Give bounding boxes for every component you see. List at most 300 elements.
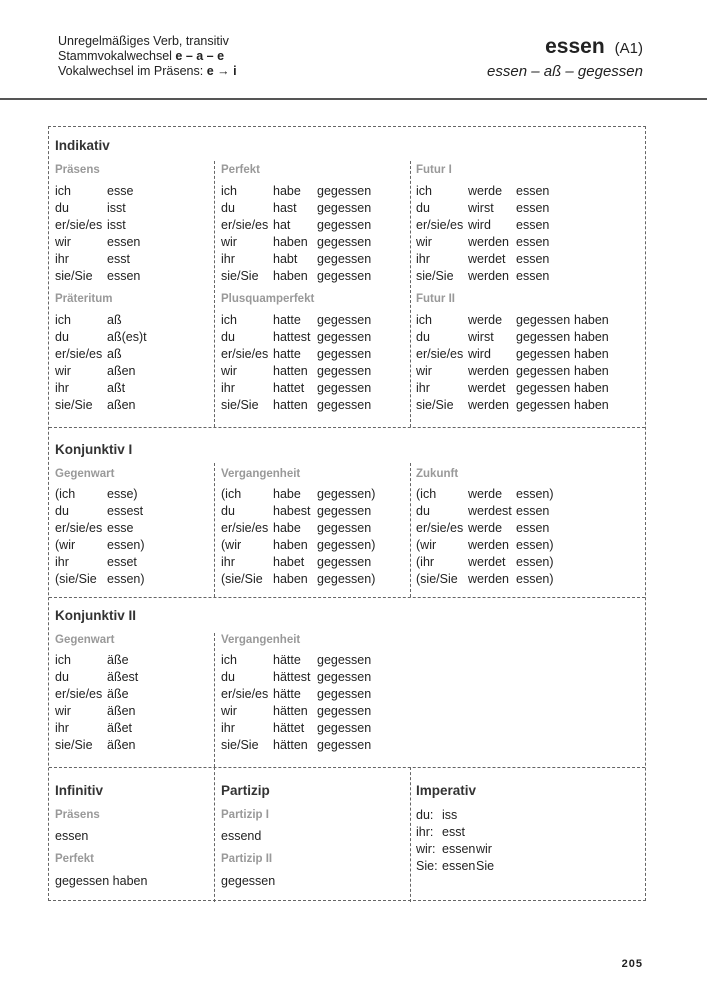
pronoun: ihr xyxy=(221,381,235,395)
conjugation-row xyxy=(416,554,554,571)
tense-label-gegenwart: Gegenwart xyxy=(55,634,115,646)
verb-form: werdet xyxy=(468,381,506,395)
verb-form: aß(es)t xyxy=(107,330,147,344)
verb-form: essest xyxy=(107,504,144,518)
verb-form: hätte xyxy=(273,687,301,701)
tense-label-gegenwart: Gegenwart xyxy=(55,468,115,480)
pronoun: wir xyxy=(416,235,432,249)
pronoun: sie/Sie xyxy=(416,269,454,283)
verb-form: gegessen xyxy=(317,201,372,215)
conjugation-table xyxy=(48,126,646,901)
verb-form: gegessen) xyxy=(317,572,376,586)
infinitiv-perfekt: gegessen haben xyxy=(55,874,148,888)
conjugation-row xyxy=(221,571,375,588)
verb-form: gegessen xyxy=(317,252,372,266)
verb-form: aß xyxy=(107,313,122,327)
verb-heading xyxy=(487,36,643,80)
verb-form: werden xyxy=(468,269,509,283)
pronoun: du xyxy=(221,504,235,518)
verb-form: werdet xyxy=(468,252,506,266)
tense-label-futur2: Futur II xyxy=(416,293,455,305)
conjugation-block xyxy=(221,312,371,414)
verb-form: esse xyxy=(107,184,134,198)
pronoun: ihr xyxy=(55,381,69,395)
imperativ-person: Sie: xyxy=(416,859,438,873)
conjugation-row xyxy=(221,312,371,329)
verb-form: gegessen xyxy=(317,184,372,198)
verb-form: gegessen xyxy=(516,347,571,361)
pronoun: du xyxy=(221,330,235,344)
verb-form: äße xyxy=(107,687,129,701)
pronoun: ihr xyxy=(221,721,235,735)
conjugation-row xyxy=(221,537,375,554)
tense-label-plusquamperfekt: Plusquamperfekt xyxy=(221,293,315,305)
verb-form: gegessen xyxy=(317,235,372,249)
verb-form: essen xyxy=(516,252,550,266)
conjugation-row xyxy=(416,571,554,588)
verb-form: essen xyxy=(107,235,141,249)
conjugation-row xyxy=(221,183,371,200)
pronoun: du xyxy=(55,670,69,684)
verb-form: gegessen xyxy=(317,269,372,283)
stem-vowel-value: e – a – e xyxy=(175,49,225,63)
conjugation-block xyxy=(55,183,140,285)
verb-form: werden xyxy=(468,572,509,586)
verb-form: werden xyxy=(468,538,509,552)
verb-form: wird xyxy=(468,347,491,361)
verb-form: haben xyxy=(574,347,609,361)
imperativ-row xyxy=(416,824,494,841)
pronoun: er/sie/es xyxy=(55,347,103,361)
conjugation-row xyxy=(416,346,609,363)
pronoun: du xyxy=(55,201,69,215)
verb-form: hättest xyxy=(273,670,311,684)
conjugation-row xyxy=(221,520,375,537)
verb-form: hast xyxy=(273,201,297,215)
imperativ-block xyxy=(416,807,494,875)
conjugation-row xyxy=(55,737,138,754)
verb-form: essen) xyxy=(516,572,554,586)
verb-form: haben xyxy=(574,381,609,395)
pronoun: er/sie/es xyxy=(221,521,269,535)
verb-form: wirst xyxy=(468,330,494,344)
conjugation-row xyxy=(221,686,371,703)
pronoun: wir xyxy=(55,364,71,378)
pronoun: du xyxy=(55,504,69,518)
conjugation-row xyxy=(416,537,554,554)
conjugation-row xyxy=(221,200,371,217)
pronoun: wir xyxy=(221,704,237,718)
verb-form: essen xyxy=(107,269,141,283)
conjugation-row xyxy=(221,251,371,268)
verb-form: gegessen xyxy=(516,398,571,412)
pronoun: (sie/Sie xyxy=(55,572,97,586)
imperativ-person: wir: xyxy=(416,842,436,856)
pronoun: er/sie/es xyxy=(416,218,464,232)
present-vowel-label: Vokalwechsel im Präsens: xyxy=(58,64,207,78)
pronoun: wir xyxy=(416,364,432,378)
conjugation-row xyxy=(221,737,371,754)
verb-form: essen) xyxy=(516,538,554,552)
pronoun: sie/Sie xyxy=(55,269,93,283)
partizip1-label: Partizip I xyxy=(221,809,269,821)
partizip1: essend xyxy=(221,829,262,843)
verb-form: gegessen xyxy=(317,721,372,735)
conjugation-row xyxy=(55,652,138,669)
conjugation-row xyxy=(221,217,371,234)
verb-form: äße xyxy=(107,653,129,667)
pronoun: er/sie/es xyxy=(416,347,464,361)
pronoun: ich xyxy=(55,313,71,327)
page-number: 205 xyxy=(621,958,643,970)
conjugation-row xyxy=(221,554,375,571)
col-divider xyxy=(214,633,215,767)
conjugation-row xyxy=(416,200,549,217)
conjugation-row xyxy=(416,234,549,251)
verb-form: werde xyxy=(468,184,503,198)
verb-form: isst xyxy=(107,201,126,215)
verb-form: esse xyxy=(107,521,134,535)
verb-form: werde xyxy=(468,487,503,501)
verb-type: Unregelmäßiges Verb, transitiv xyxy=(58,34,229,48)
pronoun: du xyxy=(416,201,430,215)
conjugation-row xyxy=(55,363,147,380)
conjugation-row xyxy=(416,251,549,268)
conjugation-row xyxy=(55,669,138,686)
conjugation-row xyxy=(221,503,375,520)
verb-form: gegessen xyxy=(317,381,372,395)
verb-form: gegessen xyxy=(317,330,372,344)
verb-form: hatte xyxy=(273,347,301,361)
conjugation-row xyxy=(55,571,145,588)
conjugation-row xyxy=(55,703,138,720)
pronoun: sie/Sie xyxy=(221,269,259,283)
present-vowel-value: e → i xyxy=(206,64,237,78)
col-divider xyxy=(410,463,411,597)
pronoun: du xyxy=(221,670,235,684)
verb-form: gegessen) xyxy=(317,487,376,501)
verb-form: essen xyxy=(516,201,550,215)
verb-form: gegessen xyxy=(317,218,372,232)
verb-form: werdet xyxy=(468,555,506,569)
conjugation-row xyxy=(55,554,145,571)
pronoun: ich xyxy=(221,184,237,198)
infinitiv-praesens: essen xyxy=(55,829,89,843)
pronoun: er/sie/es xyxy=(416,521,464,535)
verb-description xyxy=(58,34,237,79)
imperativ-pronoun: wir xyxy=(476,842,492,856)
imperativ-pronoun: Sie xyxy=(476,859,495,873)
verb-form: wird xyxy=(468,218,491,232)
verb-form: haben xyxy=(273,538,308,552)
conjugation-row xyxy=(416,329,609,346)
conjugation-row xyxy=(221,268,371,285)
conjugation-block xyxy=(221,183,371,285)
pronoun: wir xyxy=(55,235,71,249)
pronoun: (sie/Sie xyxy=(416,572,458,586)
verb-form: gegessen xyxy=(317,738,372,752)
conjugation-row xyxy=(55,329,147,346)
pronoun: wir xyxy=(55,704,71,718)
verb-form: werden xyxy=(468,235,509,249)
level-badge: (A1) xyxy=(614,40,643,57)
conjugation-row xyxy=(221,652,371,669)
pronoun: (sie/Sie xyxy=(221,572,263,586)
conjugation-row xyxy=(55,380,147,397)
stem-vowel-label: Stammvokalwechsel xyxy=(58,49,176,63)
infinitiv-perfekt-label: Perfekt xyxy=(55,853,94,865)
pronoun: ihr xyxy=(55,555,69,569)
verb-form: esst xyxy=(107,252,130,266)
verb-form: essen xyxy=(516,521,550,535)
verb-form: haben xyxy=(574,364,609,378)
verb-form: haben xyxy=(273,235,308,249)
tense-label-vergangenheit: Vergangenheit xyxy=(221,634,301,646)
conjugation-block xyxy=(416,183,549,285)
verb-form: aßen xyxy=(107,398,136,412)
verb-form: habest xyxy=(273,504,311,518)
tense-label-praeteritum: Präteritum xyxy=(55,293,113,305)
imperativ-form: essen xyxy=(442,859,476,873)
pronoun: er/sie/es xyxy=(221,687,269,701)
verb-form: gegessen xyxy=(317,653,372,667)
pronoun: sie/Sie xyxy=(55,738,93,752)
pronoun: (ihr xyxy=(416,555,435,569)
col-divider xyxy=(410,161,411,427)
verb-form: aßt xyxy=(107,381,126,395)
infinitiv-praesens-label: Präsens xyxy=(55,809,100,821)
pronoun: ihr xyxy=(55,721,69,735)
verb-form: gegessen xyxy=(317,398,372,412)
verb-form: aßen xyxy=(107,364,136,378)
tense-label-futur1: Futur I xyxy=(416,164,452,176)
verb-form: essen xyxy=(516,184,550,198)
verb-form: habe xyxy=(273,487,301,501)
pronoun: (wir xyxy=(416,538,437,552)
verb-form: hat xyxy=(273,218,291,232)
imperativ-form: iss xyxy=(442,808,458,822)
verb-form: essen xyxy=(516,235,550,249)
pronoun: ich xyxy=(221,653,237,667)
verb-form: gegessen xyxy=(317,670,372,684)
verb-form: gegessen xyxy=(317,521,372,535)
verb-form: hattest xyxy=(273,330,311,344)
verb-form: gegessen xyxy=(317,504,372,518)
verb-form: gegessen xyxy=(516,364,571,378)
section-title-indikativ: Indikativ xyxy=(55,138,110,153)
conjugation-row xyxy=(416,503,554,520)
verb-form: werdest xyxy=(468,504,512,518)
verb-form: habet xyxy=(273,555,305,569)
principal-parts: essen – aß – gegessen xyxy=(487,63,643,80)
verb-form: gegessen xyxy=(317,364,372,378)
section-title-partizip: Partizip xyxy=(221,783,270,798)
section-title-imperativ: Imperativ xyxy=(416,783,477,798)
verb-form: hättet xyxy=(273,721,305,735)
pronoun: er/sie/es xyxy=(221,218,269,232)
verb-form: hätten xyxy=(273,704,308,718)
conjugation-block xyxy=(55,486,145,588)
conjugation-row xyxy=(55,234,140,251)
section-title-infinitiv: Infinitiv xyxy=(55,783,103,798)
imperativ-row xyxy=(416,841,494,858)
pronoun: er/sie/es xyxy=(55,521,103,535)
conjugation-row xyxy=(55,312,147,329)
conjugation-row xyxy=(221,703,371,720)
partizip2-label: Partizip II xyxy=(221,853,273,865)
verb-form: habt xyxy=(273,252,298,266)
pronoun: du xyxy=(221,201,235,215)
verb-form: haben xyxy=(574,398,609,412)
verb-form: habe xyxy=(273,521,301,535)
conjugation-row xyxy=(416,217,549,234)
pronoun: ich xyxy=(55,184,71,198)
verb-form: essen xyxy=(516,218,550,232)
col-divider xyxy=(214,767,215,902)
conjugation-block xyxy=(416,486,554,588)
verb-form: hatten xyxy=(273,398,308,412)
verb-form: hätten xyxy=(273,738,308,752)
tense-label-praesens: Präsens xyxy=(55,164,100,176)
pronoun: (wir xyxy=(55,538,76,552)
imperativ-form: esst xyxy=(442,825,465,839)
conjugation-row xyxy=(416,397,609,414)
present-vowel-change xyxy=(58,64,237,79)
verb-form: gegessen xyxy=(317,555,372,569)
conjugation-row xyxy=(416,312,609,329)
section-title-konjunktiv2: Konjunktiv II xyxy=(55,608,136,623)
pronoun: ich xyxy=(416,313,432,327)
conjugation-row xyxy=(221,397,371,414)
conjugation-row xyxy=(221,720,371,737)
verb-form: äßest xyxy=(107,670,139,684)
conjugation-block xyxy=(221,486,375,588)
verb-form: aß xyxy=(107,347,122,361)
verb-form: werde xyxy=(468,313,503,327)
conjugation-row xyxy=(416,183,549,200)
pronoun: ich xyxy=(55,653,71,667)
verb-form: essen) xyxy=(107,538,145,552)
imperativ-form: essen xyxy=(442,842,476,856)
pronoun: (ich xyxy=(416,487,437,501)
conjugation-row xyxy=(221,234,371,251)
tense-label-zukunft: Zukunft xyxy=(416,468,459,480)
conjugation-row xyxy=(55,537,145,554)
pronoun: er/sie/es xyxy=(221,347,269,361)
conjugation-row xyxy=(55,217,140,234)
col-divider xyxy=(214,161,215,427)
conjugation-row xyxy=(55,520,145,537)
conjugation-row xyxy=(221,363,371,380)
pronoun: (wir xyxy=(221,538,242,552)
conjugation-block xyxy=(221,652,371,754)
pronoun: du xyxy=(416,330,430,344)
pronoun: ihr xyxy=(416,252,430,266)
verb-form: gegessen xyxy=(317,687,372,701)
verb-form: esse) xyxy=(107,487,138,501)
conjugation-row xyxy=(55,268,140,285)
pronoun: (ich xyxy=(55,487,76,501)
verb-form: haben xyxy=(574,330,609,344)
verb-form: hattet xyxy=(273,381,305,395)
pronoun: wir xyxy=(221,364,237,378)
conjugation-row xyxy=(221,486,375,503)
verb-form: hätte xyxy=(273,653,301,667)
verb-form: gegessen xyxy=(516,330,571,344)
conjugation-row xyxy=(55,183,140,200)
conjugation-row xyxy=(55,503,145,520)
imperativ-row xyxy=(416,807,494,824)
verb-form: essen xyxy=(516,269,550,283)
verb-form: gegessen xyxy=(317,313,372,327)
section-title-konjunktiv1: Konjunktiv I xyxy=(55,442,133,457)
pronoun: ihr xyxy=(55,252,69,266)
conjugation-row xyxy=(55,720,138,737)
verb-form: äßen xyxy=(107,738,136,752)
verb-form: werde xyxy=(468,521,503,535)
pronoun: sie/Sie xyxy=(221,738,259,752)
pronoun: ich xyxy=(221,313,237,327)
pronoun: er/sie/es xyxy=(55,218,103,232)
verb-form: hatte xyxy=(273,313,301,327)
imperativ-row xyxy=(416,858,494,875)
conjugation-row xyxy=(416,380,609,397)
divider-konj1 xyxy=(49,427,645,428)
verb-form: habe xyxy=(273,184,301,198)
conjugation-block xyxy=(55,652,138,754)
pronoun: du xyxy=(416,504,430,518)
col-divider xyxy=(410,767,411,902)
conjugation-row xyxy=(221,329,371,346)
col-divider xyxy=(214,463,215,597)
conjugation-row xyxy=(416,520,554,537)
verb-form: isst xyxy=(107,218,126,232)
tense-label-perfekt: Perfekt xyxy=(221,164,260,176)
imperativ-person: du: xyxy=(416,808,434,822)
divider-bottom xyxy=(49,767,645,768)
divider-konj2 xyxy=(49,597,645,598)
pronoun: (ich xyxy=(221,487,242,501)
conjugation-row xyxy=(221,380,371,397)
verb-form: haben xyxy=(273,572,308,586)
conjugation-row xyxy=(221,669,371,686)
conjugation-row xyxy=(416,268,549,285)
verb-form: gegessen xyxy=(317,704,372,718)
pronoun: ihr xyxy=(221,252,235,266)
verb-form: gegessen xyxy=(317,347,372,361)
conjugation-row xyxy=(416,363,609,380)
conjugation-row xyxy=(221,346,371,363)
partizip2: gegessen xyxy=(221,874,276,888)
conjugation-row xyxy=(55,397,147,414)
verb-form: werden xyxy=(468,398,509,412)
verb-form: haben xyxy=(574,313,609,327)
conjugation-row xyxy=(55,486,145,503)
pronoun: sie/Sie xyxy=(55,398,93,412)
verb-title: essen xyxy=(545,35,605,58)
verb-form: wirst xyxy=(468,201,494,215)
verb-form: essen) xyxy=(516,555,554,569)
conjugation-block xyxy=(416,312,609,414)
pronoun: du xyxy=(55,330,69,344)
verb-form: hatten xyxy=(273,364,308,378)
conjugation-row xyxy=(55,251,140,268)
verb-form: gegessen xyxy=(516,381,571,395)
verb-form: haben xyxy=(273,269,308,283)
pronoun: ich xyxy=(416,184,432,198)
conjugation-row xyxy=(55,346,147,363)
verb-form: gegessen) xyxy=(317,538,376,552)
